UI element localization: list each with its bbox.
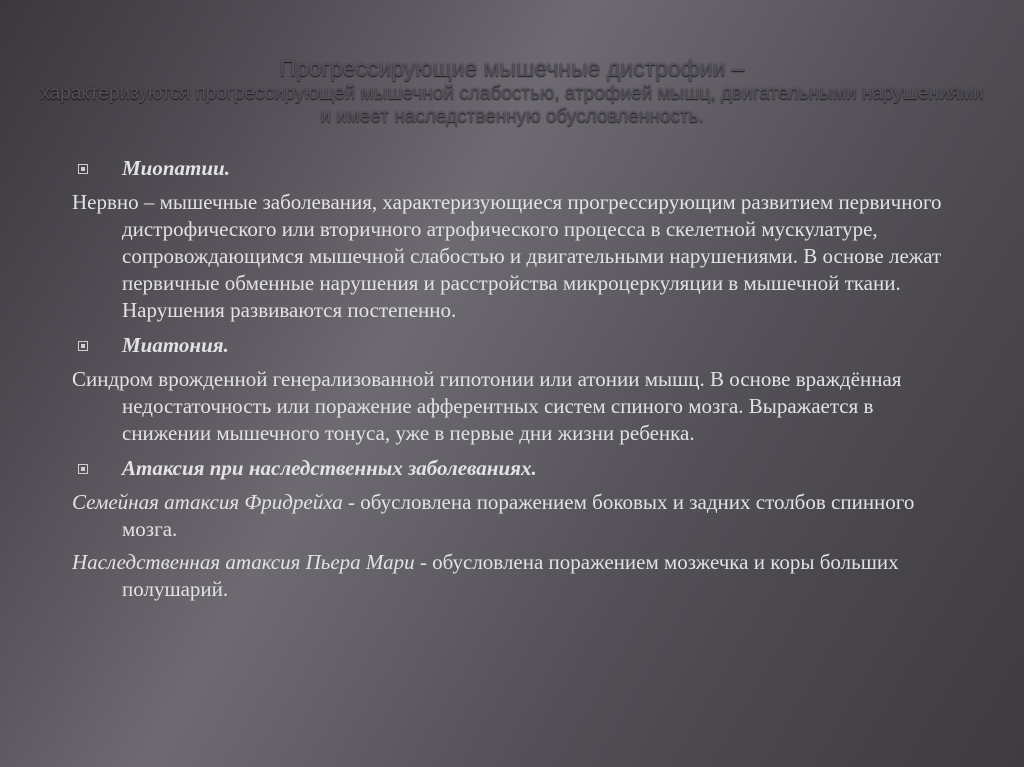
bullet-heading-label: Миопатии. (122, 156, 230, 180)
slide-content (72, 155, 962, 611)
paragraph-text: Нервно – мышечные заболевания, характеризующиеся прогрессирующим развитием первичного дистрофического или вторичного атрофического процесса в скелетной мускулатуре, сопровождающимся мышечной слабостью и двигательными нарушениями. В основе лежат первичные обменные нарушения и расстройства микроцеркуляции в мышечной ткани. Нарушения развиваются постепенно. (72, 190, 942, 322)
bullet-heading-label: Атаксия при наследственных заболеваниях. (122, 456, 537, 480)
paragraph-friedreich-ataxia (72, 489, 962, 543)
paragraph-text: - обусловлена поражением мозжечка и коры больших полушарий. (122, 550, 899, 601)
square-bullet-icon (78, 341, 88, 351)
paragraph-pierre-marie-ataxia (72, 549, 962, 603)
slide-header (40, 54, 984, 128)
paragraph-text: Синдром врожденной генерализованной гипотонии или атонии мышц. В основе враждённая недостаточность или поражение афферентных систем спиного мозга. Выражается в снижении мышечного тонуса, уже в первые дни жизни ребенка. (72, 367, 902, 445)
slide-title: Прогрессирующие мышечные дистрофии – (279, 55, 745, 81)
bullet-heading-label: Миатония. (122, 333, 229, 357)
paragraph-myopathy (72, 189, 962, 324)
slide-subtitle: характеризуются прогрессирующей мышечной слабостью, атрофией мышц, двигательными нарушениями и имеет наследственную обусловленность. (40, 83, 984, 127)
bullet-heading-myatonia (72, 332, 962, 359)
bullet-heading-myopathy (72, 155, 962, 182)
paragraph-text: - обусловлена поражением боковых и задних столбов спинного мозга. (122, 490, 915, 541)
square-bullet-icon (78, 164, 88, 174)
paragraph-lead: Семейная атаксия Фридрейха (72, 490, 343, 514)
paragraph-lead: Наследственная атаксия Пьера Мари (72, 550, 415, 574)
square-bullet-icon (78, 464, 88, 474)
paragraph-myatonia (72, 366, 962, 447)
bullet-heading-ataxia (72, 455, 962, 482)
